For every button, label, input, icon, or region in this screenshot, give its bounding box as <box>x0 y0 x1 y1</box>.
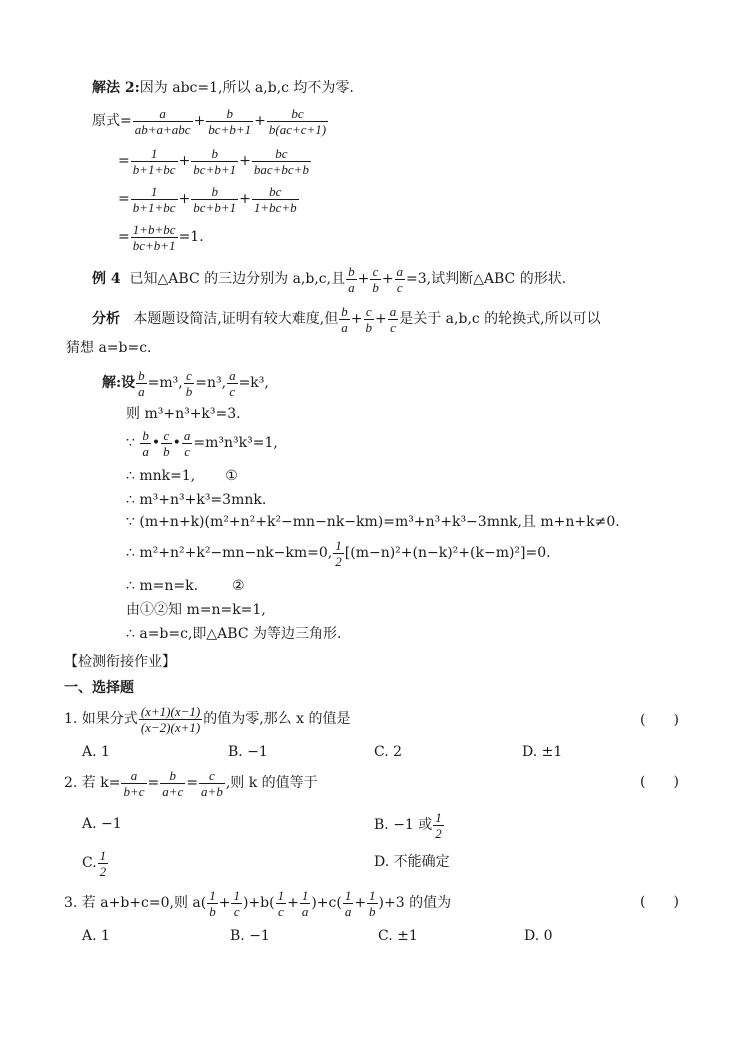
fraction-numerator: 1 <box>301 887 309 903</box>
text-segment: ∴ m=n=k. <box>126 578 199 594</box>
solve-line-6: ∵ (m+n+k)(m²+n²+k²−mn−nk−km)=m³+n³+k³−3mnk,且 m+n+k≠0. <box>126 514 620 530</box>
fraction <box>182 428 193 459</box>
fraction-numerator: 1 <box>277 887 285 903</box>
fraction-denominator: b <box>372 279 379 295</box>
fraction-denominator: b <box>365 319 372 335</box>
q2-option-b <box>374 808 445 842</box>
text-segment: + <box>193 113 206 129</box>
solve-line-3 <box>126 426 278 460</box>
fraction-numerator: a <box>121 768 146 784</box>
fraction <box>433 810 444 841</box>
solve-label: 解:设 <box>102 375 136 391</box>
text-segment: )+b( <box>242 895 275 911</box>
fraction-numerator: b <box>348 263 355 279</box>
text-segment: 已知△ABC 的三边分别为 a,b,c,且 <box>129 271 346 287</box>
fraction <box>98 848 109 879</box>
fraction-numerator: bc <box>267 106 328 122</box>
fraction <box>139 704 202 735</box>
solve-line-9: 由①②知 m=n=k=1, <box>126 602 266 618</box>
text-segment: + <box>178 191 191 207</box>
text-segment: ∴ mnk=1, <box>126 468 196 484</box>
solve-line-4 <box>126 466 238 486</box>
fraction-numerator: b <box>191 146 238 162</box>
text-segment: =3,试判断△ABC 的形状. <box>406 271 567 287</box>
text-segment: ∴ m²+n²+k²−mn−nk−km=0, <box>126 545 333 561</box>
fraction <box>370 264 381 295</box>
text-segment: + <box>239 153 251 169</box>
text-segment: 1. 如果分式 <box>64 711 138 727</box>
question-2: 2. 若 k= $\frac{a}{b+c}$ = $\frac{b}{a+c}$ = $\frac{c}{a+b}$ ,则 k 的值等于 <box>64 767 318 799</box>
derivation-line-1 <box>92 104 329 138</box>
text-segment: ∵ <box>126 435 135 451</box>
answer-paren: ( ) <box>640 712 679 728</box>
fraction-denominator: a+b <box>201 783 223 799</box>
fraction <box>231 888 242 919</box>
fraction-denominator: 2 <box>335 553 342 569</box>
fraction-numerator: b <box>341 303 348 319</box>
derivation-line-4 <box>118 220 204 254</box>
fraction <box>184 368 195 399</box>
answer-paren: ( ) <box>640 774 679 790</box>
fraction-denominator: a <box>344 903 352 919</box>
fraction-numerator: a <box>183 427 191 443</box>
q1-option-b: B. −1 <box>228 744 268 760</box>
text-segment: + <box>178 153 191 169</box>
fraction <box>131 184 178 215</box>
fraction <box>388 304 399 335</box>
fraction-denominator: 2 <box>435 825 442 841</box>
fraction-denominator: c <box>390 319 396 335</box>
fraction-denominator: b+1+bc <box>132 161 176 177</box>
derivation-line-2 <box>118 144 312 178</box>
text-segment: C. <box>82 855 97 871</box>
fraction-numerator: bc <box>252 146 311 162</box>
q1-option-c: C. 2 <box>374 744 403 760</box>
fraction <box>333 538 344 569</box>
fraction-denominator: 2 <box>99 863 107 879</box>
analysis-line-2: 猜想 a=b=c. <box>66 340 152 356</box>
fraction <box>191 146 238 177</box>
q1-option-d: D. ±1 <box>522 744 563 760</box>
fraction <box>160 768 185 799</box>
fraction-denominator: a <box>301 903 309 919</box>
fraction-denominator: 1+bc+b <box>253 199 297 215</box>
text-segment: B. −1 或 <box>374 817 433 833</box>
fraction-denominator: c <box>277 903 284 919</box>
fraction-denominator: bc+b+1 <box>208 121 252 137</box>
text-segment: =m³n³k³=1, <box>193 435 278 451</box>
text-segment: =n³, <box>195 375 227 391</box>
q3-option-c: C. ±1 <box>378 928 418 944</box>
q2-option-c <box>82 846 109 880</box>
text-segment: ,则 k 的值等于 <box>225 775 318 791</box>
fraction-numerator: b <box>160 768 185 784</box>
text-segment: 3. 若 a+b+c=0,则 a( <box>64 895 207 911</box>
fraction <box>346 264 357 295</box>
analysis-line: 分析 本题题设简洁,证明有较大难度,但 $\frac{b}{a}$ + $\frac{c}{b}$ + $\frac{a}{c}$ 是关于 a,b,c 的轮换式,所以可以 <box>92 303 601 335</box>
fraction-denominator: bac+bc+b <box>253 161 309 177</box>
text-segment: =m³, <box>147 375 183 391</box>
fraction <box>161 428 172 459</box>
text-segment: • <box>172 435 181 451</box>
text-segment: =k³, <box>238 375 269 391</box>
fraction <box>133 106 193 137</box>
q3-option-a: A. 1 <box>82 928 110 944</box>
text-segment: 2. 若 k= <box>64 775 121 791</box>
fraction-denominator: a <box>341 319 348 335</box>
fraction-numerator: 1 <box>335 537 342 553</box>
example4-line: 例 4 已知△ABC 的三边分别为 a,b,c,且 $\frac{b}{a}$ + $\frac{c}{b}$ + $\frac{a}{c}$ =3,试判断△ABC 的形状. <box>92 263 567 295</box>
text-segment: 的值为零,那么 x 的值是 <box>203 711 351 727</box>
fraction-denominator: b(ac+c+1) <box>268 121 327 137</box>
fraction <box>227 368 238 399</box>
text-segment: • <box>151 435 161 451</box>
fraction-numerator: 1 <box>131 146 178 162</box>
fraction-denominator: c <box>184 443 191 459</box>
answer-paren: ( ) <box>640 894 679 910</box>
fraction-numerator: bc <box>252 184 299 200</box>
fraction <box>131 222 178 253</box>
text-segment: + <box>254 113 266 129</box>
fraction-numerator: 1 <box>233 887 240 903</box>
fraction-numerator: c <box>199 768 225 784</box>
fraction <box>140 428 151 459</box>
fraction-denominator: bc+b+1 <box>193 199 237 215</box>
text-segment: )+3 的值为 <box>378 895 452 911</box>
fraction-numerator: b <box>138 367 145 383</box>
text-segment: 本题题设简洁,证明有较大难度,但 <box>133 311 339 327</box>
solve-line-10: ∴ a=b=c,即△ABC 为等边三角形. <box>126 626 342 642</box>
fraction-denominator: ab+a+abc <box>134 121 191 137</box>
solve-line-2: 则 m³+n³+k³=3. <box>126 406 241 422</box>
text-segment: [(m−n)²+(n−k)²+(k−m)²]=0. <box>344 545 551 561</box>
fraction <box>252 146 311 177</box>
fraction-denominator: (x−2)(x+1) <box>140 719 201 735</box>
fraction <box>121 768 146 799</box>
solve-line-1 <box>102 366 269 400</box>
fraction-numerator: b <box>191 184 238 200</box>
fraction-denominator: b <box>163 443 170 459</box>
solution2-label: 解法 2: <box>92 80 140 96</box>
question-3: 3. 若 a+b+c=0,则 a( $\frac{1}{b}$ + $\frac{1}{c}$ )+b( $\frac{1}{c}$ + $\frac{1}{a}$ )+c( $\frac{1}{a}$ + $\frac{1}{b}$ )+3 的值为 <box>64 887 452 919</box>
fraction <box>339 304 350 335</box>
solve-line-7 <box>126 536 551 570</box>
example4-label: 例 4 <box>92 271 121 287</box>
text-segment: = <box>118 191 130 207</box>
fraction-numerator: 1 <box>369 887 376 903</box>
fraction-numerator: 1 <box>435 809 442 825</box>
fraction-denominator: a <box>348 279 355 295</box>
solve-line-8 <box>126 576 245 596</box>
solution2-intro: 因为 abc=1,所以 a,b,c 均不为零. <box>139 80 354 96</box>
fraction-denominator: b <box>209 903 216 919</box>
text-segment: + <box>239 191 251 207</box>
fraction-numerator: a <box>229 367 236 383</box>
solution2-line <box>92 78 354 98</box>
text-segment: 是关于 a,b,c 的轮换式,所以可以 <box>399 311 601 327</box>
fraction-numerator: (x+1)(x−1) <box>140 703 201 719</box>
fraction-numerator: a <box>389 303 397 319</box>
fraction-numerator: 1 <box>344 887 352 903</box>
fraction <box>136 368 147 399</box>
text-segment: = <box>118 153 130 169</box>
circled-one-mark: ① <box>225 468 238 484</box>
q1-option-a: A. 1 <box>82 744 110 760</box>
fraction <box>267 106 328 137</box>
derivation-line-3 <box>118 182 300 216</box>
fraction-denominator: a+c <box>162 783 184 799</box>
question-1 <box>64 702 350 736</box>
fraction <box>252 184 299 215</box>
fraction <box>343 888 354 919</box>
fraction-numerator: a <box>133 106 193 122</box>
derivation-prefix: 原式= <box>92 113 132 129</box>
fraction-denominator: bc+b+1 <box>132 237 176 253</box>
q3-option-b: B. −1 <box>230 928 270 944</box>
fraction-denominator: bc+b+1 <box>193 161 237 177</box>
fraction-numerator: 1+b+bc <box>132 221 176 237</box>
homework-header: 【检测衔接作业】 <box>64 654 176 670</box>
fraction <box>206 106 253 137</box>
q2-option-d: D. 不能确定 <box>374 854 450 870</box>
fraction-numerator: 1 <box>209 887 216 903</box>
fraction-denominator: c <box>233 903 240 919</box>
fraction-numerator: c <box>364 304 375 320</box>
fraction-numerator: c <box>184 368 195 384</box>
fraction-numerator: 1 <box>131 184 178 200</box>
fraction <box>300 888 311 919</box>
fraction <box>364 304 375 335</box>
fraction-denominator: a <box>138 383 145 399</box>
fraction <box>395 264 406 295</box>
fraction-denominator: b <box>185 383 193 399</box>
solve-line-5: ∴ m³+n³+k³=3mnk. <box>126 492 267 508</box>
fraction <box>131 146 178 177</box>
fraction-denominator: c <box>396 279 403 295</box>
fraction-numerator: 1 <box>99 847 107 863</box>
fraction <box>199 768 225 799</box>
fraction-denominator: a <box>142 443 149 459</box>
fraction <box>191 184 238 215</box>
fraction-numerator: c <box>370 264 381 280</box>
fraction-denominator: c <box>229 383 236 399</box>
fraction-numerator: b <box>142 427 149 443</box>
text-segment: = <box>118 229 130 245</box>
q3-option-d: D. 0 <box>524 928 553 944</box>
fraction <box>367 888 378 919</box>
analysis-label: 分析 <box>92 311 120 327</box>
fraction-numerator: b <box>206 106 253 122</box>
fraction <box>276 888 287 919</box>
text-segment: =1. <box>178 229 204 245</box>
fraction-denominator: b+c <box>123 783 145 799</box>
fraction-numerator: a <box>396 263 404 279</box>
text-segment: )+c( <box>311 895 342 911</box>
fraction-denominator: b+1+bc <box>132 199 176 215</box>
fraction-denominator: b <box>369 903 376 919</box>
section-title: 一、选择题 <box>64 680 134 696</box>
fraction-numerator: c <box>161 428 172 444</box>
fraction <box>207 888 218 919</box>
q2-option-a: A. −1 <box>82 816 122 832</box>
circled-two-mark: ② <box>232 578 245 594</box>
